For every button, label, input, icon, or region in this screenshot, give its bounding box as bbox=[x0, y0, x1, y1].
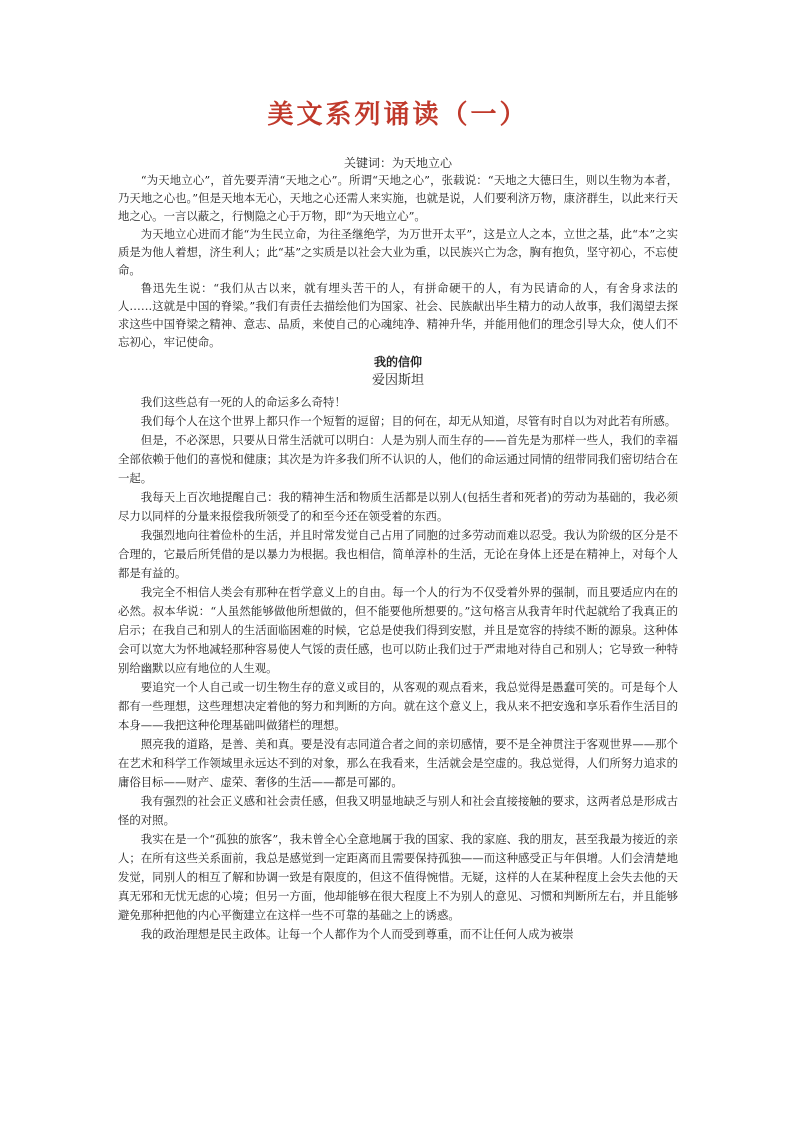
essay-paragraph: 我有强烈的社会正义感和社会责任感，但我又明显地缺乏与别人和社会直接接触的要求，这两者总是形成古怪的对照。 bbox=[118, 794, 678, 827]
essay-paragraph: 要追究一个人自己或一切生物生存的意义或目的，从客观的观点看来，我总觉得是愚蠢可笑的。可是每个人都有一些理想，这些理想决定着他的努力和判断的方向。就在这个意义上，我从来不把安逸和享乐看作生活目的本身——我把这种伦理基础叫做猪栏的理想。 bbox=[118, 680, 678, 732]
essay-paragraph: 我强烈地向往着俭朴的生活，并且时常发觉自己占用了同胞的过多劳动而难以忍受。我认为阶级的区分是不合理的，它最后所凭借的是以暴力为根据。我也相信，简单淳朴的生活，无论在身体上还是在精神上，对每个人都是有益的。 bbox=[118, 528, 678, 580]
essay-paragraph: 我每天上百次地提醒自己：我的精神生活和物质生活都是以别人(包括生者和死者)的劳动为基础的，我必须尽力以同样的分量来报偿我所领受了的和至今还在领受着的东西。 bbox=[118, 490, 678, 523]
essay-paragraph: 我实在是一个“孤独的旅客”，我未曾全心全意地属于我的国家、我的家庭、我的朋友，甚至我最为接近的亲人；在所有这些关系面前，我总是感觉到一定距离而且需要保持孤独——而这种感受正与年俱增。人们会清楚地发觉，同别人的相互了解和协调一致是有限度的，但这不值得惋惜。无疑，这样的人在某种程度上会失去他的天真无邪和无忧无虑的心境；但另一方面，他却能够在很大程度上不为别人的意见、习惯和判断所左右，并且能够避免那种把他的内心平衡建立在这样一些不可靠的基础之上的诱惑。 bbox=[118, 832, 678, 922]
essay-heading: 我的信仰 bbox=[373, 355, 422, 369]
intro-section bbox=[118, 171, 678, 351]
keyword-line: 关键词：为天地立心 bbox=[343, 156, 452, 170]
intro-paragraph: “为天地立心”，首先要弄清“天地之心”。所谓“天地之心”，张载说：“天地之大德曰生，则以生物为本者，乃天地之心也。”但是天地本无心，天地之心还需人来实施，也就是说，人们要利济万物，康济群生，以此来行天地之心。一言以蔽之，行恻隐之心于万物，即“为天地立心”。 bbox=[118, 173, 678, 223]
document-page bbox=[118, 95, 678, 944]
intro-paragraph: 鲁迅先生说：“我们从古以来，就有埋头苦干的人，有拼命硬干的人，有为民请命的人，有舍身求法的人……这就是中国的脊梁。”我们有责任去描绘他们为国家、社会、民族献出毕生精力的动人故事，我们渴望去探求这些中国脊梁之精神、意志、品质，来使自己的心魂纯净、精神升华，并能用他们的理念引导大众，使人们不忘初心，牢记使命。 bbox=[118, 281, 678, 349]
essay-author: 爱因斯坦 bbox=[371, 373, 424, 388]
essay-paragraph: 我完全不相信人类会有那种在哲学意义上的自由。每一个人的行为不仅受着外界的强制，而且要适应内在的必然。叔本华说：“人虽然能够做他所想做的，但不能要他所想要的。”这句格言从我青年时代起就给了我真正的启示；在我自己和别人的生活面临困难的时候，它总是使我们得到安慰，并且是宽容的持续不断的源泉。这种体会可以宽大为怀地减轻那种容易使人气馁的责任感，也可以防止我们过于严肃地对待自己和别人；它导致一种特别给幽默以应有地位的人生观。 bbox=[118, 585, 678, 675]
essay-paragraph: 我的政治理想是民主政体。让每一个人都作为个人而受到尊重，而不让任何人成为被崇 bbox=[140, 927, 574, 941]
intro-paragraph: 为天地立心进而才能“为生民立命，为往圣继绝学，为万世开太平”，这是立人之本，立世之基，此“本”之实质是为他人着想，济生利人；此“基”之实质是以社会大业为重，以民族兴亡为念，胸有抱负，坚守初心，不忘使命。 bbox=[118, 227, 678, 277]
essay-paragraph: 我们这些总有一死的人的命运多么奇特！ bbox=[140, 395, 346, 409]
essay-paragraph: 照亮我的道路，是善、美和真。要是没有志同道合者之间的亲切感情，要不是全神贯注于客观世界——那个在艺术和科学工作领域里永远达不到的对象，那么在我看来，生活就会是空虚的。我总觉得，人们所努力追求的庸俗目标——财产、虚荣、奢侈的生活——都是可鄙的。 bbox=[118, 737, 678, 789]
page-title: 美文系列诵读（一） bbox=[267, 100, 529, 130]
essay-paragraph: 但是，不必深思，只要从日常生活就可以明白：人是为别人而生存的——首先是为那样一些人，我们的幸福全部依赖于他们的喜悦和健康；其次是为许多我们所不认识的人，他们的命运通过同情的纽带同我们密切结合在一起。 bbox=[118, 433, 678, 485]
essay-section bbox=[118, 353, 678, 944]
essay-paragraph: 我们每个人在这个世界上都只作一个短暂的逗留；目的何在，却无从知道，尽管有时自以为对此若有所感。 bbox=[140, 414, 677, 428]
